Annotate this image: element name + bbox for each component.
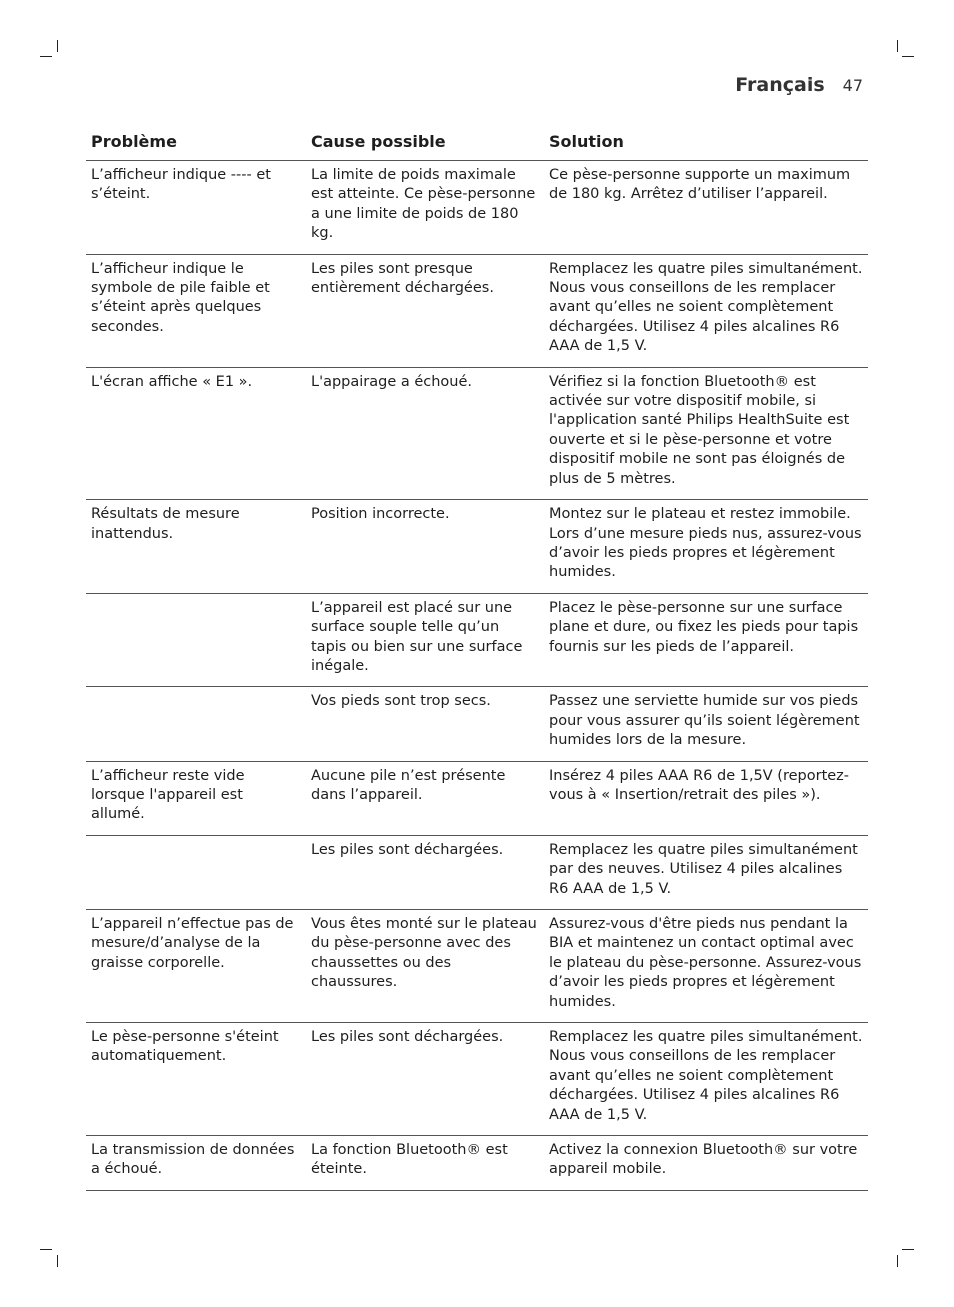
problem-cell: L’afficheur indique le symbole de pile faible et s’éteint après quelques secondes. bbox=[86, 254, 306, 367]
table-row bbox=[86, 1136, 868, 1191]
crop-mark bbox=[40, 56, 52, 57]
cause-cell: La fonction Bluetooth® est éteinte. bbox=[306, 1136, 544, 1191]
cause-cell: Aucune pile n’est présente dans l’appareil. bbox=[306, 761, 544, 835]
solution-cell: Activez la connexion Bluetooth® sur votre appareil mobile. bbox=[544, 1136, 868, 1191]
column-header-problem: Problème bbox=[86, 124, 306, 161]
table-row bbox=[86, 835, 868, 909]
troubleshooting-table bbox=[86, 124, 868, 1191]
problem-cell bbox=[86, 687, 306, 761]
crop-mark bbox=[57, 40, 58, 52]
solution-cell: Vérifiez si la fonction Bluetooth® est activée sur votre dispositif mobile, si l'application santé Philips HealthSuite est ouverte et si le pèse-personne et votre dispositif mobile ne sont pas éloignés de plus de 5 mètres. bbox=[544, 367, 868, 499]
cause-cell: Les piles sont déchargées. bbox=[306, 835, 544, 909]
crop-mark bbox=[902, 1249, 914, 1250]
cause-cell: Vous êtes monté sur le plateau du pèse-personne avec des chaussettes ou des chaussures. bbox=[306, 910, 544, 1023]
solution-cell: Assurez-vous d'être pieds nus pendant la BIA et maintenez un contact optimal avec le plateau du pèse-personne. Assurez-vous d’avoir les pieds propres et légèrement humides. bbox=[544, 910, 868, 1023]
crop-mark bbox=[57, 1255, 58, 1267]
cause-cell: La limite de poids maximale est atteinte. Ce pèse-personne a une limite de poids de 180 kg. bbox=[306, 161, 544, 255]
crop-mark bbox=[897, 40, 898, 52]
solution-cell: Insérez 4 piles AAA R6 de 1,5V (reportez-vous à « Insertion/retrait des piles »). bbox=[544, 761, 868, 835]
crop-mark bbox=[40, 1249, 52, 1250]
table-row bbox=[86, 761, 868, 835]
problem-cell: Résultats de mesure inattendus. bbox=[86, 500, 306, 594]
column-header-solution: Solution bbox=[544, 124, 868, 161]
table-row bbox=[86, 367, 868, 499]
table-row bbox=[86, 1023, 868, 1136]
solution-cell: Remplacez les quatre piles simultanément par des neuves. Utilisez 4 piles alcalines R6 AAA de 1,5 V. bbox=[544, 835, 868, 909]
table-header-row bbox=[86, 124, 868, 161]
cause-cell: Position incorrecte. bbox=[306, 500, 544, 594]
problem-cell bbox=[86, 835, 306, 909]
table-row bbox=[86, 161, 868, 255]
cause-cell: Vos pieds sont trop secs. bbox=[306, 687, 544, 761]
table-row bbox=[86, 910, 868, 1023]
problem-cell: L’appareil n’effectue pas de mesure/d’analyse de la graisse corporelle. bbox=[86, 910, 306, 1023]
solution-cell: Montez sur le plateau et restez immobile. Lors d’une mesure pieds nus, assurez-vous d’avoir les pieds propres et légèrement humides. bbox=[544, 500, 868, 594]
table-row bbox=[86, 687, 868, 761]
crop-mark bbox=[902, 56, 914, 57]
page-number: 47 bbox=[842, 76, 863, 95]
problem-cell bbox=[86, 593, 306, 687]
solution-cell: Remplacez les quatre piles simultanément. Nous vous conseillons de les remplacer avant qu’elles ne soient complètement déchargées. Utilisez 4 piles alcalines R6 AAA de 1,5 V. bbox=[544, 1023, 868, 1136]
problem-cell: La transmission de données a échoué. bbox=[86, 1136, 306, 1191]
problem-cell: L’afficheur indique ---- et s’éteint. bbox=[86, 161, 306, 255]
column-header-cause: Cause possible bbox=[306, 124, 544, 161]
language-label: Français bbox=[735, 74, 825, 96]
problem-cell: Le pèse-personne s'éteint automatiquement. bbox=[86, 1023, 306, 1136]
problem-cell: L'écran affiche « E1 ». bbox=[86, 367, 306, 499]
cause-cell: L'appairage a échoué. bbox=[306, 367, 544, 499]
solution-cell: Ce pèse-personne supporte un maximum de 180 kg. Arrêtez d’utiliser l’appareil. bbox=[544, 161, 868, 255]
cause-cell: Les piles sont presque entièrement déchargées. bbox=[306, 254, 544, 367]
page-header bbox=[735, 74, 863, 96]
cause-cell: Les piles sont déchargées. bbox=[306, 1023, 544, 1136]
table-row bbox=[86, 254, 868, 367]
solution-cell: Remplacez les quatre piles simultanément. Nous vous conseillons de les remplacer avant qu’elles ne soient complètement déchargées. Utilisez 4 piles alcalines R6 AAA de 1,5 V. bbox=[544, 254, 868, 367]
table-row bbox=[86, 500, 868, 594]
crop-mark bbox=[897, 1255, 898, 1267]
problem-cell: L’afficheur reste vide lorsque l'appareil est allumé. bbox=[86, 761, 306, 835]
solution-cell: Passez une serviette humide sur vos pieds pour vous assurer qu’ils soient légèrement humides lors de la mesure. bbox=[544, 687, 868, 761]
cause-cell: L’appareil est placé sur une surface souple telle qu’un tapis ou bien sur une surface inégale. bbox=[306, 593, 544, 687]
solution-cell: Placez le pèse-personne sur une surface plane et dure, ou fixez les pieds pour tapis fournis sur les pieds de l’appareil. bbox=[544, 593, 868, 687]
table-row bbox=[86, 593, 868, 687]
